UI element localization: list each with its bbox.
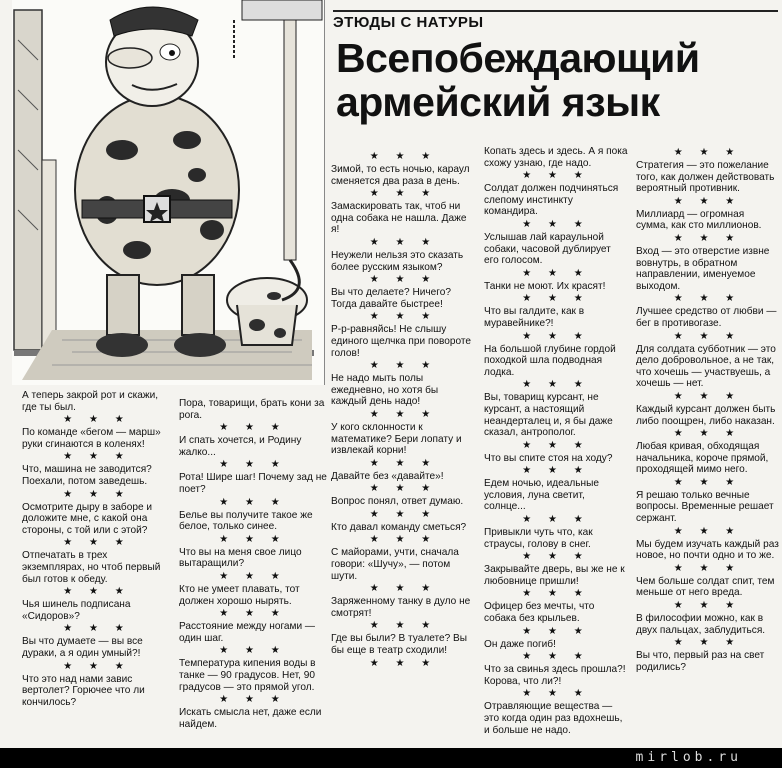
separator-stars: ★ ★ ★ [219,570,287,582]
separator-stars: ★ ★ ★ [369,457,438,469]
quote: Белье вы получите такое же белое, только синее. [179,509,313,533]
separator-stars: ★ ★ ★ [673,637,742,649]
article-headline: Всепобеждающий армейский язык [336,35,700,125]
separator-stars: ★ ★ ★ [673,232,742,244]
quote: В философии можно, как в двух пальцах, заблудиться. [636,613,766,636]
separator-stars: ★ ★ ★ [522,439,590,451]
separator-stars: ★ ★ ★ [673,600,742,612]
separator-stars: ★ ★ ★ [369,657,438,669]
text-column-2 [179,398,327,731]
section-rubric: ЭТЮДЫ С НАТУРЫ [333,10,778,31]
separator-stars: ★ ★ ★ [63,537,131,549]
cartoon-illustration [12,0,325,385]
separator-stars: ★ ★ ★ [522,218,590,230]
text-column-5 [636,146,779,674]
separator-stars: ★ ★ ★ [369,188,438,200]
quote: Вы что, первый раз на свет родились? [636,650,765,673]
quote: Искать смысла нет, даже если найдем. [179,707,322,730]
quote: Вы, товарищ курсант, не курсант, а настоящий неандерталец и, я бы даже сказал, антрополог. [484,392,613,439]
quote: Заряженному танку в дуло не смотрят! [331,596,471,619]
quote: Давайте без «давайте»! [331,470,444,482]
separator-stars: ★ ★ ★ [369,151,438,162]
quote: Зимой, то есть ночью, караул сменяется два раза в день. [331,164,470,187]
quote: Вопрос понял, ответ думаю. [331,496,464,508]
quote: Что вы галдите, как в муравейнике?! [484,306,585,329]
separator-stars: ★ ★ ★ [673,195,742,207]
separator-stars: ★ ★ ★ [673,330,742,342]
separator-stars: ★ ★ ★ [369,408,438,420]
separator-stars: ★ ★ ★ [522,379,590,391]
separator-stars: ★ ★ ★ [369,508,438,520]
quote: Чья шинель подписана «Сидоров»? [22,599,131,622]
separator-stars: ★ ★ ★ [219,533,287,545]
quote: Пора, товарищи, брать кони за рога. [179,398,325,421]
separator-stars: ★ ★ ★ [673,562,742,574]
quote: Любая кривая, обходящая начальника, короче прямой, проходящей мимо него. [636,441,769,476]
separator-stars: ★ ★ ★ [522,651,590,663]
separator-stars: ★ ★ ★ [219,459,287,471]
separator-stars: ★ ★ ★ [219,694,287,706]
separator-stars: ★ ★ ★ [63,660,131,672]
quote: И спать хочется, и Родину жалко... [179,435,302,458]
separator-stars: ★ ★ ★ [369,311,438,323]
quote: Вход — это отверстие извне вовнутрь, в обратном направлении, именуемое выходом. [636,245,770,292]
separator-stars: ★ ★ ★ [369,483,438,495]
text-column-1 [22,390,172,709]
quote: А теперь закрой рот и скажи, где ты был. [22,390,159,413]
separator-stars: ★ ★ ★ [522,588,590,600]
separator-stars: ★ ★ ★ [522,688,590,700]
quote: Стратегия — это пожелание того, как должен действовать вероятный противник. [636,160,775,195]
separator-stars: ★ ★ ★ [673,525,742,537]
separator-stars: ★ ★ ★ [522,293,590,305]
quote: На большой глубине гордой походкой шла подводная лодка. [484,343,616,378]
text-column-4 [484,146,628,737]
separator-stars: ★ ★ ★ [522,267,590,279]
quote: Мы будем изучать каждый раз новое, но почти одно и то же. [636,538,779,562]
quote: Он даже погиб! [484,638,556,650]
separator-stars: ★ ★ ★ [522,465,590,477]
separator-stars: ★ ★ ★ [369,534,438,546]
separator-stars: ★ ★ ★ [522,330,590,342]
separator-stars: ★ ★ ★ [63,414,131,426]
quote: Что вы спите стоя на ходу? [484,452,613,464]
separator-stars: ★ ★ ★ [522,625,590,637]
quote: Что за свинья здесь прошла?! Корова, что ли?! [484,664,626,687]
separator-stars: ★ ★ ★ [522,170,590,182]
separator-stars: ★ ★ ★ [673,476,742,488]
quote: Кто не умеет плавать, тот должен хорошо нырять. [179,583,300,607]
quote: Где вы были? В туалете? Вы бы еще в театр сходили! [331,633,468,657]
separator-stars: ★ ★ ★ [63,623,131,635]
quote: Для солдата субботник — это дело добровольное, а не так, что хочешь — участвуешь, а хочешь — нет. [636,343,776,390]
quote: Что это над нами завис вертолет? Горючее что ли кончилось? [22,673,145,708]
quote: Услышав лай караульной собаки, часовой дублирует его голосом. [484,231,611,267]
quote: Вы что делаете? Ничего? Тогда давайте быстрее! [331,287,451,310]
quote: Миллиард — огромная сумма, как сто миллионов. [636,208,762,232]
site-watermark: mirlob.ru [635,750,742,765]
quote: По команде «бегом — марш» руки сгинаются в коленях! [22,427,161,450]
separator-stars: ★ ★ ★ [673,293,742,305]
quote: Чем больше солдат спит, тем меньше от него вреда. [636,575,775,599]
quote: Едем ночью, идеальные условия, луна светит, солнце... [484,478,599,513]
quote: Закрывайте дверь, вы же не к любовнице пришли! [484,564,625,587]
separator-stars: ★ ★ ★ [369,274,438,286]
quote: Что, машина не заводится? Поехали, потом заведешь. [22,464,152,487]
quote: Рота! Шире шаг! Почему зад не поет? [179,472,327,495]
quote: Кто давал команду сметься? [331,521,467,533]
quote: Копать здесь и здесь. А я пока схожу узнаю, где надо. [484,146,628,169]
quote: Расстояние между ногами — один шаг. [179,621,315,644]
separator-stars: ★ ★ ★ [219,608,287,620]
quote: Отравляющие вещества — это когда один раз вдохнешь, и больше не надо. [484,701,623,736]
quote: Каждый курсант должен быть либо поощрен, либо наказан. [636,403,776,427]
quote: Я решаю только вечные вопросы. Временные решает сержант. [636,489,774,525]
quote: Осмотрите дыру в заборе и доложите мне, с какой она стороны, с той или с этой? [22,501,153,536]
quote: Неужели нельзя это сказать более русским языком? [331,249,464,273]
separator-stars: ★ ★ ★ [219,496,287,508]
separator-stars: ★ ★ ★ [522,514,590,526]
soldier-toilet-drawing [12,0,324,385]
separator-stars: ★ ★ ★ [369,583,438,595]
separator-stars: ★ ★ ★ [522,551,590,563]
quote: Танки не моют. Их красят! [484,280,606,292]
quote: Что вы на меня свое лицо вытаращили? [179,546,302,570]
text-column-3 [331,150,476,671]
separator-stars: ★ ★ ★ [219,422,287,434]
quote: Офицер без мечты, что собака без крыльев. [484,601,595,625]
quote: Лучшее средство от любви — бег в противогазе. [636,306,777,329]
quote: Привыкли чуть что, как страусы, голову в снег. [484,527,593,550]
separator-stars: ★ ★ ★ [369,360,438,372]
quote: Температура кипения воды в танке — 90 градусов. Нет, 90 градусов — это прямой угол. [179,658,316,693]
quote: Замаскировать так, чтоб ни одна собака не нашла. Даже я! [331,201,467,236]
separator-stars: ★ ★ ★ [63,488,131,500]
quote: Солдат должен подчиняться слепому инстинкту командира. [484,183,619,218]
separator-stars: ★ ★ ★ [63,451,131,463]
quote: Отпечатать в трех экземплярах, но чтоб первый был готов к обеду. [22,550,161,585]
quote: Вы что думаете — вы все дураки, а я один умный?! [22,636,143,659]
separator-stars: ★ ★ ★ [673,147,742,158]
separator-stars: ★ ★ ★ [369,236,438,248]
quote: Не надо мыть полы ежедневно, но хотя бы каждый день надо! [331,373,439,408]
separator-stars: ★ ★ ★ [219,645,287,657]
separator-stars: ★ ★ ★ [673,428,742,440]
separator-stars: ★ ★ ★ [63,586,131,598]
separator-stars: ★ ★ ★ [673,390,742,402]
quote: У кого склонности к математике? Бери лопату и извлекай корни! [331,421,462,457]
separator-stars: ★ ★ ★ [369,620,438,632]
quote: С майорами, учти, сначала говори: «Шучу», — потом шути. [331,547,459,582]
quote: Р-р-равняйсь! Не слышу единого щелчка при повороте голов! [331,324,472,359]
